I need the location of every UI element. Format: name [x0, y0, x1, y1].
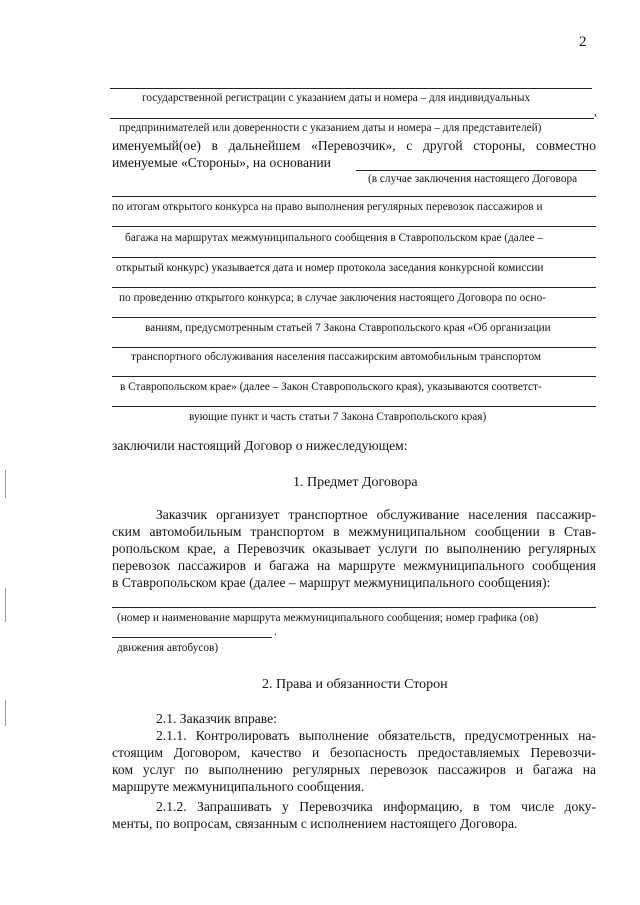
basis-note-line: открытый конкурс) указывается дата и номер протокола заседания конкурсной комиссии: [116, 262, 544, 274]
concluded-line: заключили настоящий Договор о нижеследующем:: [112, 438, 408, 453]
basis-note-line: в Ставропольском крае» (далее – Закон Ставропольского края), указываются соответст-: [120, 381, 542, 393]
basis-note-line: транспортного обслуживания населения пассажирским автомобильным транспортом: [131, 351, 542, 363]
route-note-line: (номер и наименование маршрута межмуниципального сообщения; номер графика (ов): [117, 612, 539, 624]
route-note-line: движения автобусов): [117, 642, 219, 654]
basis-note-line: ваниям, предусмотренным статьей 7 Закона Ставропольского края «Об организации: [145, 322, 551, 334]
scan-margin-mark: [5, 470, 6, 498]
header-line: государственной регистрации с указанием даты и номера – для индивидуальных: [142, 92, 531, 104]
section-1-title: 1. Предмет Договора: [293, 475, 418, 490]
trailing-comma: ,: [594, 106, 597, 118]
clause-2-1: 2.1. Заказчик вправе:: [156, 711, 277, 726]
fill-in-line: [112, 226, 596, 227]
section-2-title: 2. Права и обязанности Сторон: [262, 677, 448, 692]
route-dot: .: [274, 626, 277, 638]
fill-in-line: [112, 376, 596, 377]
clause-2-1-2-line: менты, по вопросам, связанным с исполнением настоящего Договора.: [112, 816, 518, 831]
page-number: 2: [579, 34, 587, 50]
basis-note-line: вующие пункт и часть статьи 7 Закона Ставропольского края): [189, 411, 487, 423]
section-1-line: перевозок пассажиров и багажа на маршруте межмуниципального сообщения: [112, 558, 596, 573]
fill-in-line: [112, 406, 596, 407]
header-line: предпринимателей или доверенности с указанием даты и номера – для представителей): [119, 122, 542, 134]
section-1-line: ропольском крае, а Перевозчик оказывает услуги по выполнению регулярных: [112, 541, 596, 556]
fill-in-line: [112, 196, 596, 197]
clause-2-1-2-line: 2.1.2. Запрашивать у Перевозчика информацию, в том числе доку-: [156, 799, 596, 814]
basis-note-line: (в случае заключения настоящего Договора: [368, 173, 578, 185]
fill-in-line: [112, 287, 596, 288]
section-1-line: в Ставропольском крае (далее – маршрут межмуниципального сообщения):: [112, 575, 551, 590]
clause-2-1-1-line: маршруте межмуниципального сообщения.: [112, 779, 365, 794]
clause-2-1-1-line: стоящим Договором, качество и безопасность предоставляемых Перевозчи-: [112, 745, 596, 760]
fill-in-line: [112, 317, 596, 318]
clause-2-1-1-line: ком услуг по выполнению регулярных перевозок пассажиров и багажа на: [112, 762, 596, 777]
fill-in-line: [112, 637, 272, 638]
scan-margin-mark: [5, 700, 6, 726]
scan-margin-mark: [5, 588, 6, 622]
fill-in-line: [110, 88, 592, 89]
fill-in-line: [112, 607, 596, 608]
basis-note-line: багажа на маршрутах межмуниципального сообщения в Ставропольском крае (далее –: [125, 232, 544, 244]
fill-in-line: [112, 257, 596, 258]
clause-2-1-1-line: 2.1.1. Контролировать выполнение обязательств, предусмотренных на-: [156, 728, 596, 743]
section-1-line: Заказчик организует транспортное обслуживание населения пассажир-: [156, 507, 596, 522]
parties-line: именуемый(ое) в дальнейшем «Перевозчик», с другой стороны, совместно: [112, 138, 596, 153]
basis-note-line: по итогам открытого конкурса на право выполнения регулярных перевозок пассажиров и: [112, 201, 543, 213]
fill-in-line: [356, 170, 596, 171]
fill-in-line: [112, 347, 596, 348]
fill-in-line: [110, 118, 594, 119]
parties-line: именуемые «Стороны», на основании: [112, 155, 331, 170]
section-1-line: ским автомобильным транспортом в межмуниципальном сообщении в Став-: [112, 524, 596, 539]
basis-note-line: по проведению открытого конкурса; в случае заключения настоящего Договора по осно-: [119, 292, 547, 304]
